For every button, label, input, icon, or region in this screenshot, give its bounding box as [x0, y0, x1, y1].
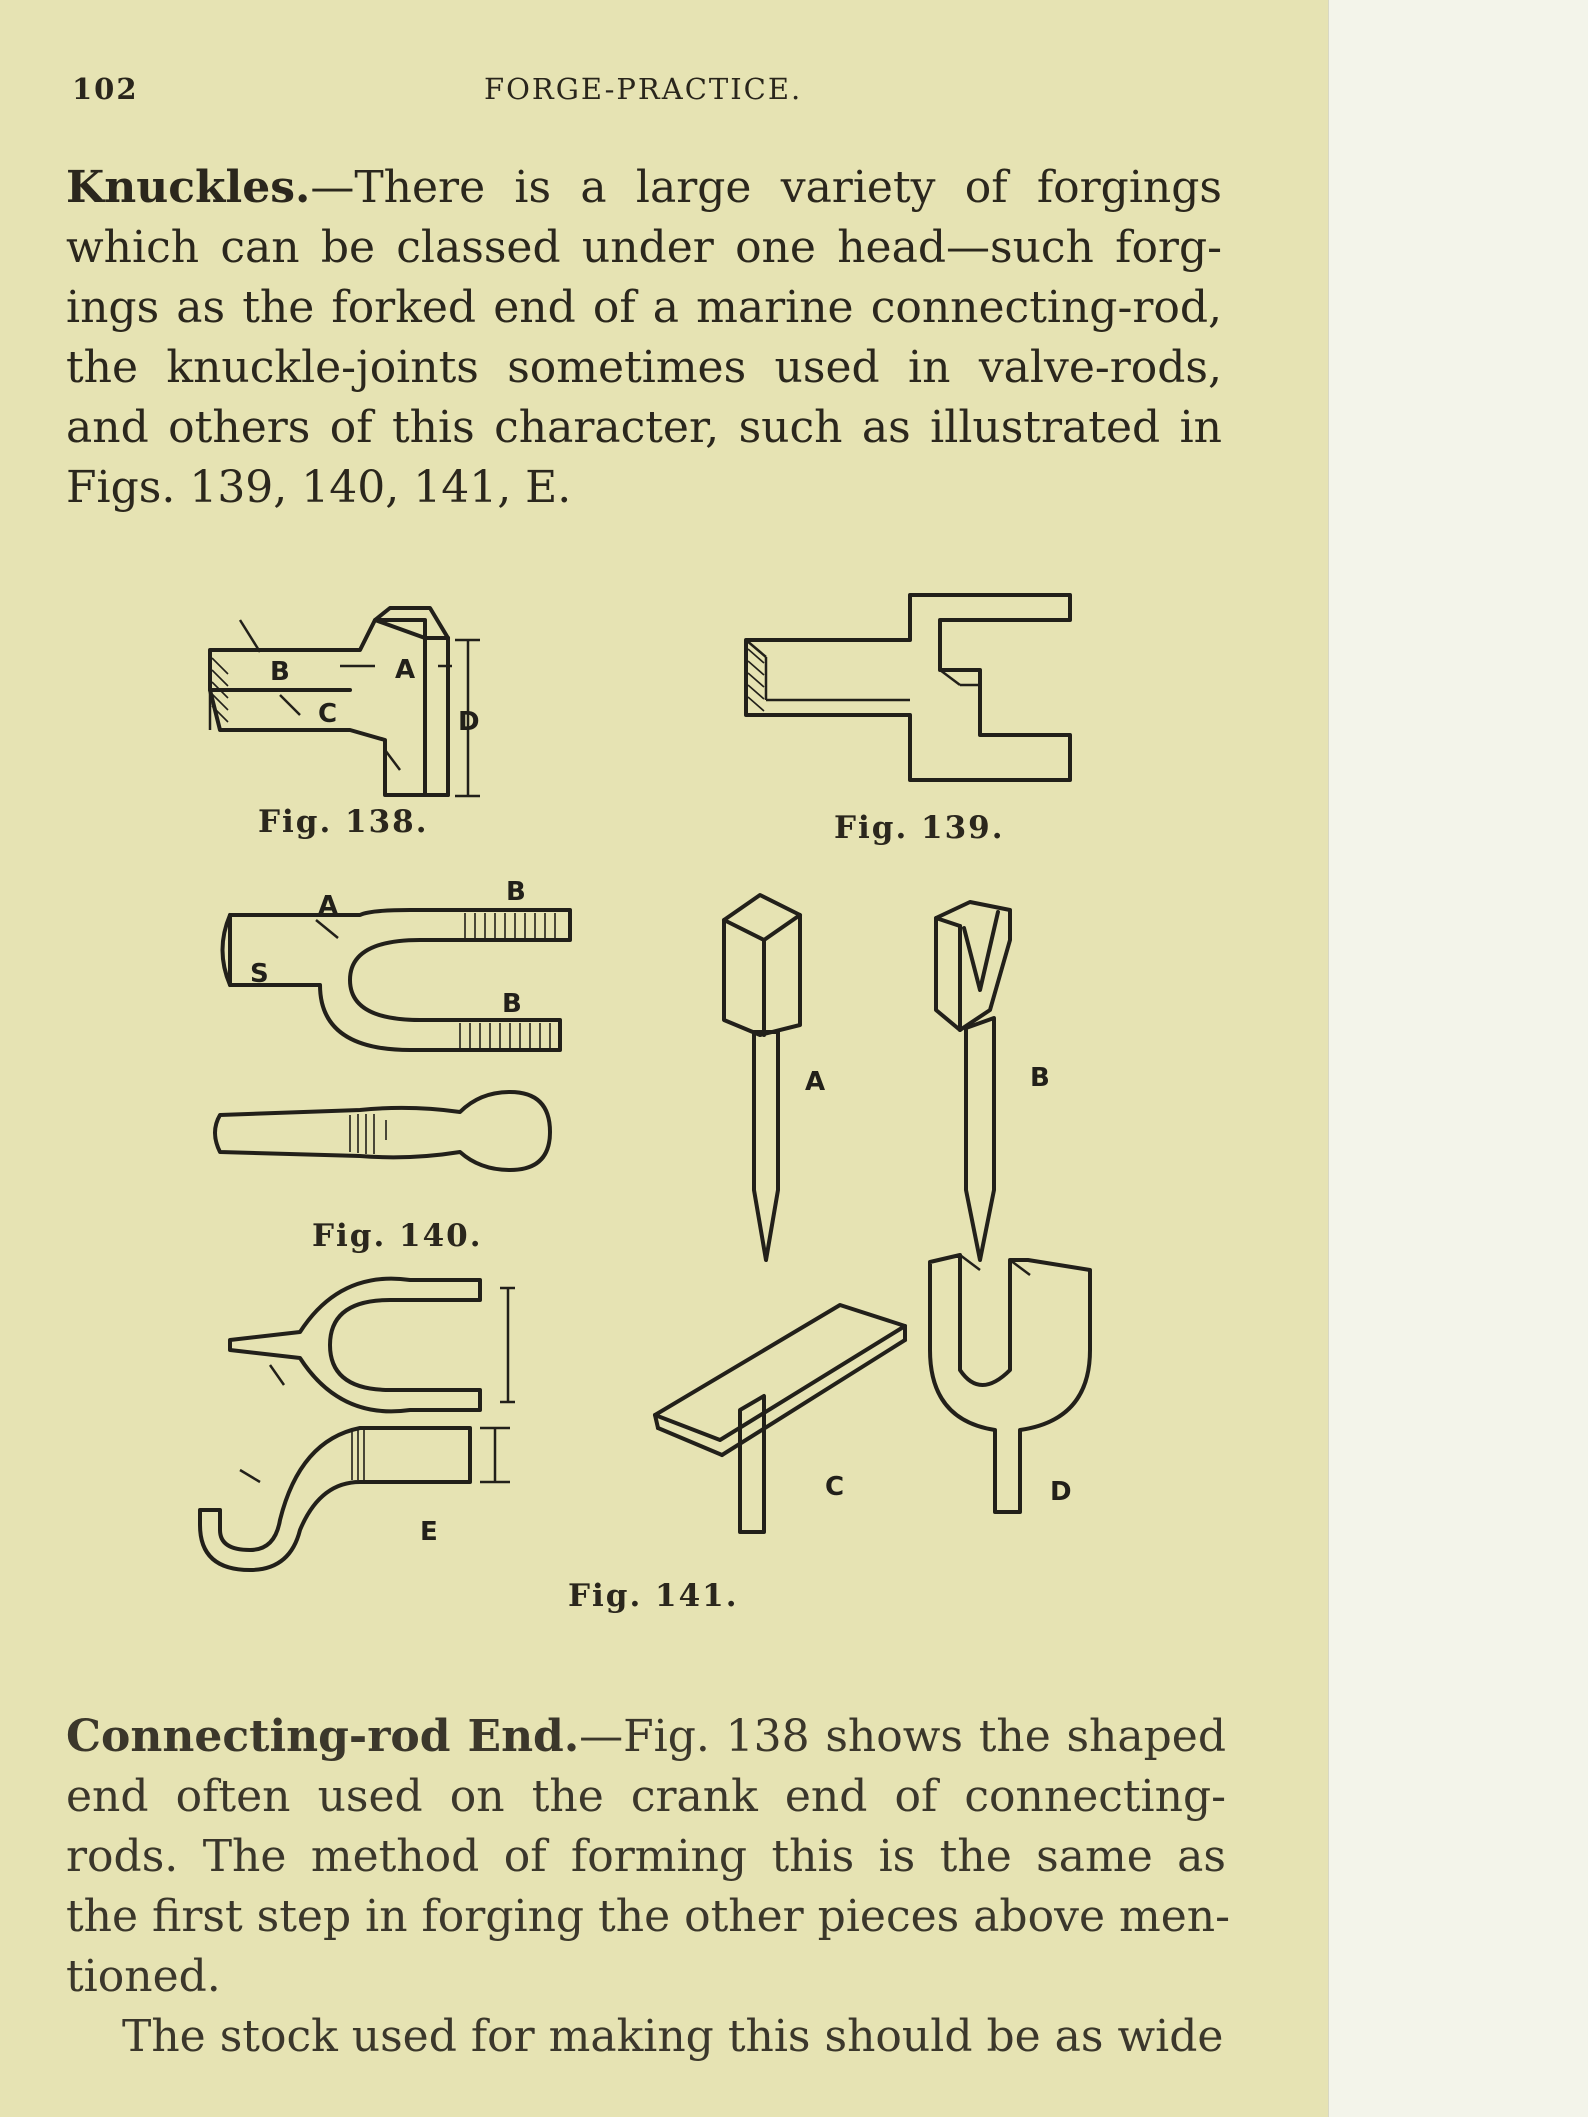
figure-141-caption: Fig. 141.	[568, 1578, 739, 1614]
fig138-label-d: D	[458, 707, 480, 737]
fig138-label-b: B	[270, 657, 290, 687]
figure-141-e-drawing	[180, 1270, 520, 1580]
text-line: and others of this character, such as illustrated in	[66, 402, 1222, 453]
text-line: which can be classed under one head—such forg-	[66, 222, 1222, 273]
knuckles-heading: Knuckles.	[66, 162, 311, 213]
figure-139-caption: Fig. 139.	[834, 810, 1005, 846]
fig138-label-c: C	[318, 699, 338, 729]
page-number: 102	[72, 72, 139, 106]
text-line: The stock used for making this should be as wide	[122, 2011, 1224, 2062]
text-line: rods. The method of forming this is the same as	[66, 1831, 1226, 1882]
figure-138-caption: Fig. 138.	[258, 804, 429, 840]
text-line: Figs. 139, 140, 141, E.	[66, 462, 572, 513]
text-line: tioned.	[66, 1951, 221, 2002]
figure-139-drawing	[740, 585, 1080, 795]
fig140-label-s: S	[250, 959, 269, 989]
text-line: Knuckles.—There is a large variety of forgings	[66, 162, 1222, 213]
text-line: Connecting-rod End.—Fig. 138 shows the shaped	[66, 1711, 1226, 1762]
fig141-label-d: D	[1050, 1477, 1072, 1507]
figure-141-cd-drawing	[650, 1250, 1110, 1540]
fig141-label-c: C	[825, 1472, 845, 1502]
text-line: end often used on the crank end of connecting-	[66, 1771, 1226, 1822]
running-head: FORGE-PRACTICE.	[484, 72, 803, 106]
connecting-rod-heading: Connecting-rod End.	[66, 1711, 580, 1762]
text-line: ings as the forked end of a marine connecting-rod,	[66, 282, 1222, 333]
fig140-label-b-top: B	[506, 877, 526, 907]
text-line: the knuckle-joints sometimes used in valve-rods,	[66, 342, 1222, 393]
text-line: the first step in forging the other pieces above men-	[66, 1891, 1230, 1942]
page-thumbnail-sidebar[interactable]	[1328, 0, 1588, 2117]
fig141-label-b: B	[1030, 1063, 1050, 1093]
fig141-label-e: E	[420, 1517, 438, 1547]
figure-141-ab-drawing	[700, 890, 1070, 1270]
stock-paragraph	[66, 2007, 1226, 2067]
knuckles-paragraph	[66, 158, 1222, 518]
connecting-rod-paragraph	[66, 1707, 1230, 2007]
fig138-label-a: A	[395, 655, 416, 685]
fig141-label-a: A	[805, 1067, 826, 1097]
figure-140-caption: Fig. 140.	[312, 1218, 483, 1254]
figure-138-drawing	[200, 600, 500, 810]
fig140-label-b-bottom: B	[502, 989, 522, 1019]
figure-140-drawing	[210, 870, 580, 1210]
fig140-label-a: A	[318, 891, 339, 921]
